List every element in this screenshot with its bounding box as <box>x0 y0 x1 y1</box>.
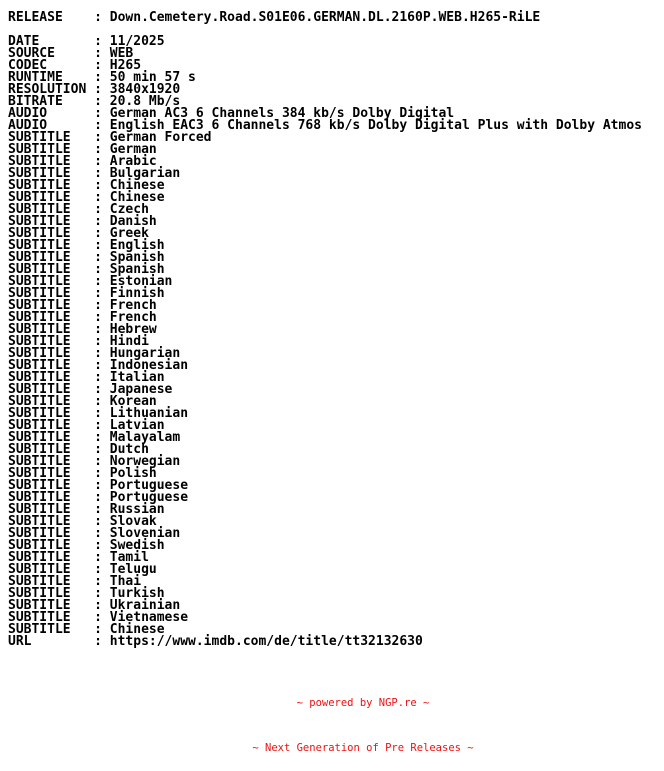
field-separator: : <box>86 538 110 553</box>
field-separator: : <box>86 226 110 241</box>
field-value: Estonian <box>109 274 173 289</box>
field-value: Latvian <box>109 418 165 433</box>
field-separator: : <box>86 190 110 205</box>
field-label: SUBTITLE <box>8 310 87 325</box>
field-separator: : <box>86 394 110 409</box>
field-value: English EAC3 6 Channels 768 kb/s Dolby Digital Plus with Dolby Atmos <box>109 118 642 133</box>
field-separator: : <box>86 334 110 349</box>
field-label: SUBTITLE <box>8 154 87 169</box>
field-separator: : <box>86 430 110 445</box>
field-separator: : <box>86 454 110 469</box>
field-separator: : <box>86 370 110 385</box>
field-value: French <box>109 310 157 325</box>
field-separator: : <box>86 622 110 637</box>
field-value: Czech <box>109 202 149 217</box>
field-label: SUBTITLE <box>8 466 87 481</box>
field-label: SUBTITLE <box>8 502 87 517</box>
field-separator: : <box>86 238 110 253</box>
field-value: 3840x1920 <box>109 82 181 97</box>
field-separator: : <box>86 46 110 61</box>
field-label: SUBTITLE <box>8 214 87 229</box>
field-label: SUBTITLE <box>8 418 87 433</box>
field-value: Tamil <box>109 550 149 565</box>
field-separator: : <box>86 418 110 433</box>
field-value: Swedish <box>109 538 165 553</box>
field-label: SUBTITLE <box>8 442 87 457</box>
field-value: Down.Cemetery.Road.S01E06.GERMAN.DL.2160P.WEB.H265-RiLE <box>109 10 541 25</box>
footer-powered-by: ~ powered by NGP.re ~ <box>296 697 430 709</box>
field-value: H265 <box>109 58 142 73</box>
field-value: German AC3 6 Channels 384 kb/s Dolby Digital <box>109 106 455 121</box>
field-label: CODEC <box>8 58 87 73</box>
field-label: AUDIO <box>8 118 87 133</box>
field-value: 11/2025 <box>109 34 165 49</box>
field-value: 50 min 57 s <box>109 70 196 85</box>
field-label: SUBTITLE <box>8 262 87 277</box>
field-value: Telugu <box>109 562 157 577</box>
field-separator: : <box>86 502 110 517</box>
field-separator: : <box>86 214 110 229</box>
field-value: Arabic <box>109 154 157 169</box>
field-value: Vietnamese <box>109 610 189 625</box>
field-separator: : <box>86 154 110 169</box>
field-label: SUBTITLE <box>8 346 87 361</box>
field-value: Polish <box>109 466 157 481</box>
field-separator: : <box>86 58 110 73</box>
field-value: Norwegian <box>109 454 181 469</box>
field-value: Spanish <box>109 262 165 277</box>
field-separator: : <box>86 202 110 217</box>
field-label: SUBTITLE <box>8 538 87 553</box>
field-value: Finnish <box>109 286 165 301</box>
field-label: SUBTITLE <box>8 286 87 301</box>
field-separator: : <box>86 94 110 109</box>
field-separator: : <box>86 598 110 613</box>
field-separator: : <box>86 298 110 313</box>
field-label: SUBTITLE <box>8 250 87 265</box>
field-separator: : <box>86 562 110 577</box>
field-label: SUBTITLE <box>8 166 87 181</box>
field-value: Ukrainian <box>109 598 181 613</box>
footer <box>62 666 664 771</box>
field-separator: : <box>86 310 110 325</box>
nfo-line <box>8 636 642 648</box>
field-separator: : <box>86 274 110 289</box>
field-value: Hindi <box>109 334 149 349</box>
field-label: AUDIO <box>8 106 87 121</box>
field-separator: : <box>86 586 110 601</box>
field-label: SUBTITLE <box>8 394 87 409</box>
field-value: Japanese <box>109 382 173 397</box>
field-label: SUBTITLE <box>8 562 87 577</box>
field-label: SUBTITLE <box>8 574 87 589</box>
field-value: 20.8 Mb/s <box>109 94 181 109</box>
field-label: SUBTITLE <box>8 142 87 157</box>
field-label: SUBTITLE <box>8 298 87 313</box>
field-value: Thai <box>109 574 142 589</box>
field-value: Slovak <box>109 514 157 529</box>
field-separator: : <box>86 166 110 181</box>
field-label: SUBTITLE <box>8 406 87 421</box>
field-label: SUBTITLE <box>8 370 87 385</box>
field-separator: : <box>86 250 110 265</box>
field-value: Bulgarian <box>109 166 181 181</box>
field-separator: : <box>86 490 110 505</box>
field-separator: : <box>86 262 110 277</box>
field-label: SOURCE <box>8 46 87 61</box>
field-separator: : <box>86 406 110 421</box>
field-label: RUNTIME <box>8 70 87 85</box>
field-label: SUBTITLE <box>8 190 87 205</box>
field-value: Chinese <box>109 190 165 205</box>
field-label: URL <box>8 634 87 649</box>
field-value: Spanish <box>109 250 165 265</box>
field-value: Chinese <box>109 622 165 637</box>
field-value: English <box>109 238 165 253</box>
field-label: BITRATE <box>8 94 87 109</box>
field-label: RESOLUTION <box>8 82 87 97</box>
field-value: https://www.imdb.com/de/title/tt32132630 <box>109 634 423 649</box>
field-separator: : <box>86 478 110 493</box>
field-label: SUBTITLE <box>8 514 87 529</box>
field-separator: : <box>86 286 110 301</box>
field-label: SUBTITLE <box>8 526 87 541</box>
field-label: SUBTITLE <box>8 178 87 193</box>
field-value: Italian <box>109 370 165 385</box>
field-value: Korean <box>109 394 157 409</box>
field-label: SUBTITLE <box>8 454 87 469</box>
field-separator: : <box>86 10 110 25</box>
field-label: SUBTITLE <box>8 490 87 505</box>
field-label: SUBTITLE <box>8 430 87 445</box>
field-separator: : <box>86 634 110 649</box>
field-value: Slovenian <box>109 526 181 541</box>
nfo-line <box>8 12 642 24</box>
field-separator: : <box>86 130 110 145</box>
field-separator: : <box>86 466 110 481</box>
field-separator: : <box>86 106 110 121</box>
field-label: SUBTITLE <box>8 478 87 493</box>
field-label: SUBTITLE <box>8 586 87 601</box>
field-separator: : <box>86 346 110 361</box>
field-label: SUBTITLE <box>8 382 87 397</box>
field-value: Russian <box>109 502 165 517</box>
field-label: SUBTITLE <box>8 334 87 349</box>
field-value: Hungarian <box>109 346 181 361</box>
field-label: SUBTITLE <box>8 202 87 217</box>
field-value: Lithuanian <box>109 406 189 421</box>
field-label: SUBTITLE <box>8 322 87 337</box>
field-value: Portuguese <box>109 478 189 493</box>
field-label: SUBTITLE <box>8 550 87 565</box>
field-separator: : <box>86 574 110 589</box>
field-value: German Forced <box>109 130 212 145</box>
field-separator: : <box>86 82 110 97</box>
field-label: SUBTITLE <box>8 238 87 253</box>
field-value: German <box>109 142 157 157</box>
field-separator: : <box>86 358 110 373</box>
field-separator: : <box>86 442 110 457</box>
field-label: SUBTITLE <box>8 226 87 241</box>
field-label: SUBTITLE <box>8 358 87 373</box>
field-label: DATE <box>8 34 87 49</box>
field-value: Greek <box>109 226 149 241</box>
field-label: SUBTITLE <box>8 274 87 289</box>
field-label: SUBTITLE <box>8 622 87 637</box>
field-value: Portuguese <box>109 490 189 505</box>
field-value: French <box>109 298 157 313</box>
field-separator: : <box>86 610 110 625</box>
field-separator: : <box>86 322 110 337</box>
field-value: Turkish <box>109 586 165 601</box>
field-label: SUBTITLE <box>8 610 87 625</box>
field-value: Indonesian <box>109 358 189 373</box>
field-label: SUBTITLE <box>8 598 87 613</box>
field-value: Chinese <box>109 178 165 193</box>
field-label: RELEASE <box>8 10 87 25</box>
footer-tagline: ~ Next Generation of Pre Releases ~ <box>252 742 474 754</box>
field-separator: : <box>86 382 110 397</box>
field-separator: : <box>86 118 110 133</box>
field-value: Malayalam <box>109 430 181 445</box>
field-value: Hebrew <box>109 322 157 337</box>
field-separator: : <box>86 178 110 193</box>
field-value: Dutch <box>109 442 149 457</box>
field-separator: : <box>86 526 110 541</box>
field-value: WEB <box>109 46 134 61</box>
field-label: SUBTITLE <box>8 130 87 145</box>
field-value: Danish <box>109 214 157 229</box>
field-separator: : <box>86 514 110 529</box>
field-separator: : <box>86 70 110 85</box>
release-info-text <box>8 12 642 648</box>
field-separator: : <box>86 34 110 49</box>
field-separator: : <box>86 142 110 157</box>
field-separator: : <box>86 550 110 565</box>
